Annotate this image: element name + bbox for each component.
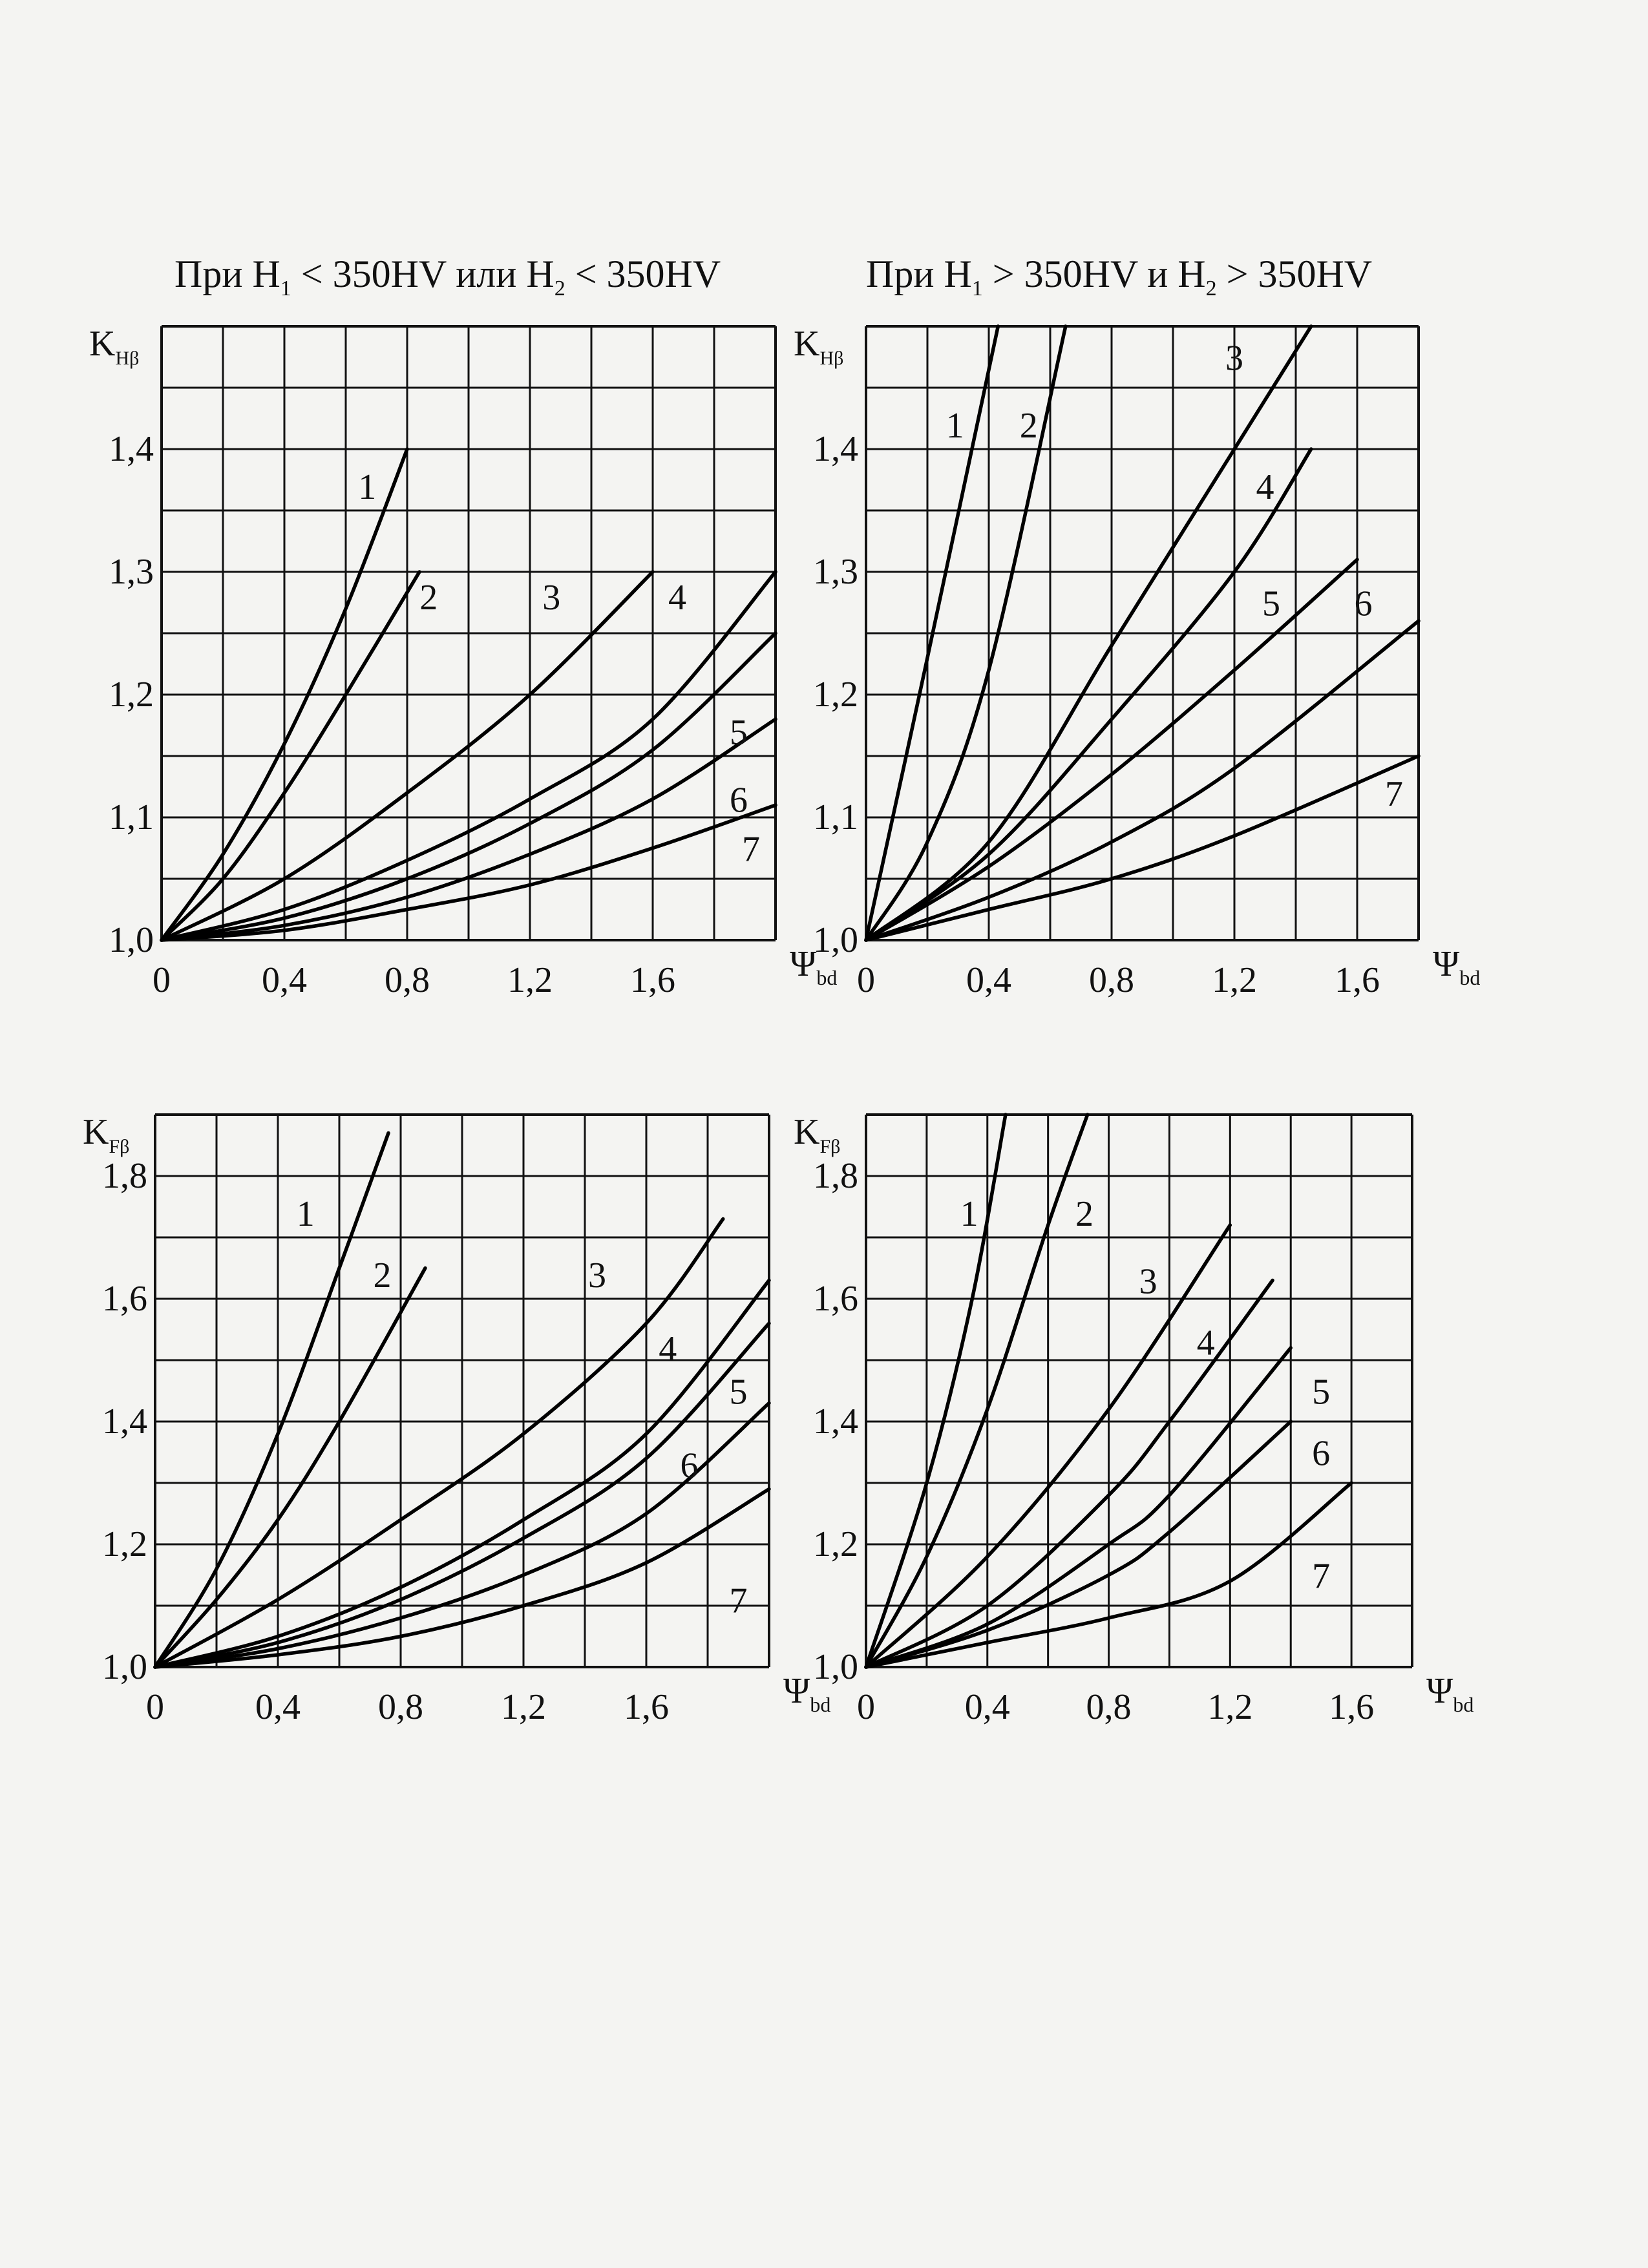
kfb-hard-curve-label: 3 [1139, 1261, 1157, 1302]
khb-hard-x-tick-label: 1,6 [1335, 960, 1380, 1000]
kfb-hard-y-tick-label: 1,6 [813, 1279, 858, 1319]
kfb-soft-curve-label: 6 [680, 1445, 699, 1486]
header-left: При $H_1 < 350HV$ или $H_2 < 350HV$ [174, 253, 721, 300]
khb-soft-curve-label: 5 [730, 713, 748, 753]
kfb-hard-series-5 [866, 1348, 1291, 1667]
khb-soft-curve-label: 4 [668, 578, 686, 618]
khb-soft-curve-label: 1 [358, 467, 377, 507]
kfb-soft-y-tick-label: 1,6 [102, 1279, 147, 1319]
khb-hard-curve-label: 6 [1354, 583, 1373, 624]
kfb-hard-curve-label: 2 [1075, 1194, 1093, 1234]
kfb-soft-curve-label: 4 [659, 1329, 677, 1369]
khb-hard-curve-label: 1 [945, 406, 964, 446]
kfb-soft-grid [155, 1115, 769, 1667]
khb-soft-ylabel [89, 324, 139, 369]
kfb-hard-y-tick-label: 1,0 [813, 1647, 858, 1687]
khb-soft-x-tick-label: 0,4 [262, 960, 307, 1000]
kfb-hard-series-1 [866, 1115, 1006, 1667]
khb-soft-curve-label: 3 [542, 578, 561, 618]
kfb-soft-x-tick-label: 0 [146, 1687, 164, 1727]
khb-hard-x-tick-label: 0 [857, 960, 875, 1000]
kfb-hard-y-tick-label: 1,8 [813, 1156, 858, 1196]
kfb-soft-curve-label: 7 [729, 1580, 748, 1621]
khb-hard-curve-label: 2 [1019, 406, 1038, 446]
khb-soft-ylabel-sub: Hβ [115, 348, 140, 369]
khb-hard-y-tick-label: 1,4 [813, 429, 858, 469]
kfb-soft-y-tick-label: 1,8 [102, 1156, 147, 1196]
kfb-hard-curve-label: 1 [960, 1194, 978, 1234]
kfb-hard-x-tick-label: 0 [857, 1687, 875, 1727]
khb-hard-ylabel-sub: Hβ [819, 348, 844, 369]
kfb-hard-y-tick-label: 1,4 [813, 1402, 858, 1442]
kfb-hard-ylabel-main: K [794, 1112, 820, 1152]
khb-hard-x-tick-label: 0,4 [966, 960, 1011, 1000]
kfb-soft-x-tick-label: 0,4 [255, 1687, 301, 1727]
khb-hard-ylabel-main: K [794, 324, 820, 364]
chart-kfb-hard [788, 1086, 1506, 1745]
khb-soft-curve-label: 2 [419, 578, 438, 618]
kfb-soft-curve-label: 2 [373, 1255, 392, 1296]
khb-hard-ylabel [794, 324, 843, 369]
kfb-hard-x-tick-label: 0,4 [964, 1687, 1010, 1727]
kfb-hard-curve-label: 5 [1312, 1372, 1331, 1412]
khb-soft-x-tick-label: 1,2 [507, 960, 553, 1000]
khb-soft-y-tick-label: 1,3 [109, 552, 154, 592]
khb-hard-y-tick-label: 1,0 [813, 920, 858, 960]
kfb-hard-x-tick-label: 1,6 [1329, 1687, 1375, 1727]
khb-hard-y-tick-label: 1,3 [813, 552, 858, 592]
khb-soft-grid [162, 326, 776, 940]
kfb-hard-x-tick-label: 0,8 [1086, 1687, 1132, 1727]
kfb-hard-xlabel [1426, 1671, 1474, 1716]
khb-hard-curve-label: 7 [1385, 774, 1403, 814]
khb-soft-x-tick-label: 0,8 [385, 960, 430, 1000]
khb-hard-x-tick-label: 0,8 [1089, 960, 1134, 1000]
kfb-soft-curve-label: 5 [729, 1372, 748, 1412]
khb-hard-y-tick-label: 1,1 [813, 797, 858, 837]
khb-soft-x-tick-label: 1,6 [630, 960, 675, 1000]
kfb-soft-xlabel-sub: bd [810, 1693, 831, 1716]
khb-hard-xlabel-main: Ψ [1433, 944, 1460, 984]
kfb-soft-y-tick-label: 1,4 [102, 1402, 147, 1442]
khb-hard-curve-label: 5 [1262, 583, 1280, 624]
khb-hard-y-tick-label: 1,2 [813, 675, 858, 715]
kfb-hard-curve-label: 6 [1312, 1433, 1331, 1474]
khb-soft-curve-label: 6 [730, 780, 748, 821]
kfb-hard-ylabel [794, 1112, 840, 1157]
kfb-soft-y-tick-label: 1,2 [102, 1524, 147, 1564]
khb-hard-xlabel-sub: bd [1459, 966, 1481, 989]
kfb-hard-x-tick-label: 1,2 [1207, 1687, 1253, 1727]
kfb-soft-ylabel [83, 1112, 129, 1157]
khb-soft-y-tick-label: 1,2 [109, 675, 154, 715]
khb-soft-x-tick-label: 0 [153, 960, 171, 1000]
khb-hard-xlabel [1433, 944, 1480, 989]
chart-khb-hard [788, 304, 1506, 1027]
kfb-soft-x-tick-label: 1,6 [624, 1687, 669, 1727]
kfb-soft-curve-label: 3 [588, 1255, 606, 1296]
khb-soft-curve-label: 7 [742, 829, 760, 870]
khb-soft-ylabel-main: K [89, 324, 116, 364]
kfb-soft-y-tick-label: 1,0 [102, 1647, 147, 1687]
kfb-soft-x-tick-label: 0,8 [378, 1687, 423, 1727]
khb-soft-xlabel-sub: bd [816, 966, 838, 989]
khb-soft-xlabel-main: Ψ [790, 944, 817, 984]
kfb-hard-xlabel-sub: bd [1453, 1693, 1474, 1716]
khb-soft-y-tick-label: 1,4 [109, 429, 154, 469]
khb-soft-y-tick-label: 1,0 [109, 920, 154, 960]
kfb-hard-xlabel-main: Ψ [1426, 1671, 1453, 1711]
header-right: При $H_1 > 350HV$ и $H_2 > 350HV$ [866, 253, 1373, 300]
kfb-hard-y-tick-label: 1,2 [813, 1524, 858, 1564]
kfb-hard-grid [866, 1115, 1412, 1667]
khb-hard-curve-label: 3 [1225, 338, 1243, 379]
khb-hard-x-tick-label: 1,2 [1212, 960, 1257, 1000]
kfb-hard-curve-label: 4 [1196, 1323, 1215, 1363]
kfb-hard-ylabel-sub: Fβ [819, 1136, 841, 1157]
kfb-soft-curve-label: 1 [296, 1194, 315, 1234]
kfb-hard-curve-label: 7 [1312, 1556, 1331, 1597]
khb-soft-y-tick-label: 1,1 [109, 797, 154, 837]
kfb-soft-ylabel-sub: Fβ [109, 1136, 130, 1157]
kfb-soft-xlabel-main: Ψ [783, 1671, 810, 1711]
kfb-soft-x-tick-label: 1,2 [501, 1687, 546, 1727]
khb-hard-curve-label: 4 [1256, 467, 1274, 507]
kfb-soft-ylabel-main: K [83, 1112, 109, 1152]
